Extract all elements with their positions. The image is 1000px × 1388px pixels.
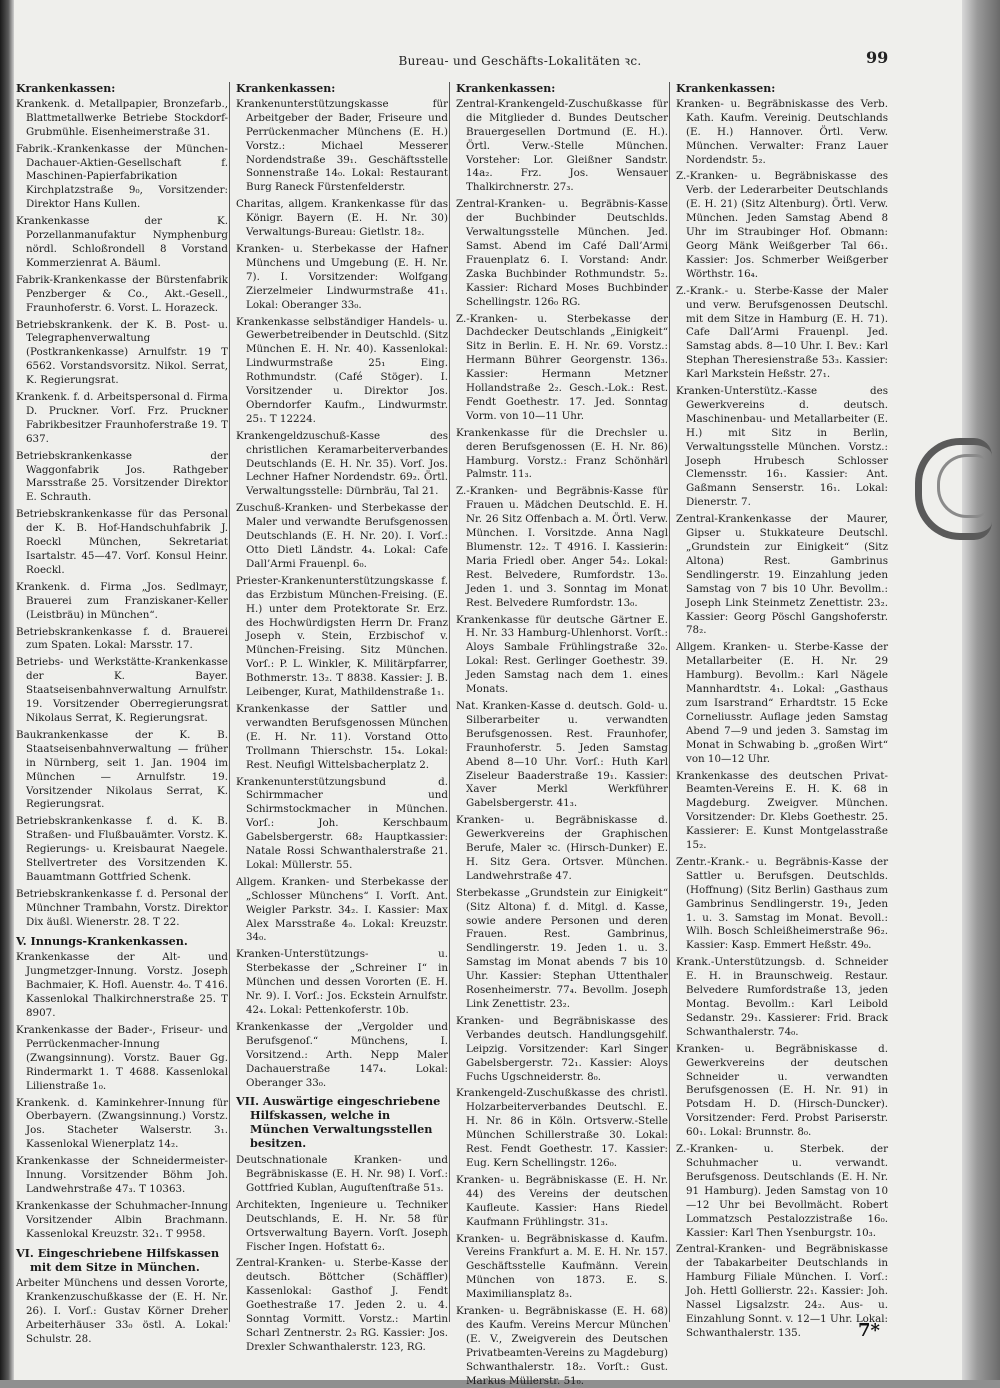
directory-entry: Kranken- u. Begräbniskasse (E. H. Nr. 44) des Vereins der deutschen Kaufleute. Kassier: Hans Riedel Kaufmann Frühlingstr. 31₃. <box>456 1173 668 1228</box>
directory-entry: Deutschnationale Kranken- und Begräbniskasse (E. H. Nr. 98) I. Vorſ.: Gottfried Kublan, Auguſtenſtraße 51₃. <box>236 1154 448 1194</box>
column-rule <box>229 82 230 1322</box>
directory-entry: Krankenkasse der K. Porzellanmanufaktur Nymphenburg nördl. Schloßrondell 8 Vorstand Kommerzienrat A. Bäuml. <box>16 215 228 269</box>
column-heading: Krankenkassen: <box>16 82 116 95</box>
directory-entry: Zuschuß-Kranken- und Sterbekasse der Maler und verwandte Berufsgenossen Deutschlands (E. H. Nr. 20). I. Vorſ.: Otto Dietl Ländstr. 4₄. Lokal: Cafe Dall’Armi Frauenpl. 6₀. <box>236 502 448 570</box>
text-column-3 <box>456 82 668 1387</box>
directory-entry: Krankenkasse des deutschen Privat-Beamten-Vereins E. H. K. 68 in Magdeburg. Zweigver. München. Vorsitzender: Dr. Klebs Goethestr. 25. Kassierer: E. Kunst Montgelasstraße 15₂. <box>676 769 888 852</box>
directory-entry: Kranken- u. Begräbniskasse d. Kaufm. Vereins Frankfurt a. M. E. H. Nr. 157. Geschäftsstelle Kaufmänn. Verein München von 1873. E. S. Maximiliansplatz 8₃. <box>456 1232 668 1301</box>
directory-entry: Kranken- u. Begräbniskasse (E. H. 68) des Kaufm. Vereins Mercur München (E. V., Zweigverein des Deutschen Privatbeamten-Vereins zu Magdeburg) Schwanthalerstr. 18₂. Vorſt.: Gust. Markus Müllerstr. 51₀. <box>456 1305 668 1387</box>
column-heading: Krankenkassen: <box>676 82 776 95</box>
directory-entry: Zentral-Krankengeld-Zuschußkasse für die Mitglieder d. Bundes Deutscher Brauergesellen Dortmund (E. H.). Örtl. Verw.-Stelle München. Vorsteher: Lor. Gleißner Sandstr. 14a₂. Frz. Jos. Wensauer Thalkirchnerstr. 27₃. <box>456 97 668 194</box>
directory-entry: Krankenkasse für deutsche Gärtner E. H. Nr. 33 Hamburg-Uhlenhorst. Vorſt.: Aloys Sambale Frühlingstraße 32₀. Lokal: Rest. Gerlinger Goethestr. 39. Jeden Samstag nach dem 1. eines Monats. <box>456 613 668 696</box>
directory-entry: Zentral-Krankenkasse der Maurer, Gipser u. Stukkateure Deutschl. „Grundstein zur Einigkeit“ (Sitz Altona) Rest. Gambrinus Sendlingerstr. 19. Einzahlung jeden Samstag von 7 bis 10 Uhr. Bevollm.: Joseph Link Steinmetz Zenettistr. 23₂. Kassier: Georg Pöschl Gangshoferstr. 78₂. <box>676 513 888 637</box>
directory-entry: Z.-Krank.- u. Sterbe-Kasse der Maler und verw. Berufsgenossen Deutschl. mit dem Sitze in Hamburg (E. H. 71). Cafe Dall’Armi Frauenpl. Jed. Samstag abds. 8—10 Uhr. I. Bev.: Karl Stephan Theresienstraße 53₃. Kassier: Karl Markstein Heßstr. 27₁. <box>676 284 888 381</box>
directory-entry: Arbeiter Münchens und dessen Vororte, Krankenzuschußkasse der (E. H. Nr. 26). I. Vorſ.: Gustav Körner Dreher Arbeiterhäuser 33₀ östl. A. Lokal: Schulstr. 28. <box>16 1277 228 1346</box>
directory-entry: Kranken- u. Begräbniskasse d. Gewerkvereins der deutschen Schneider u. verwandten Berufsgenossen (E. H. Nr. 91) in Potsdam H. D. (Hirsch-Duncker). Vorsitzender: Ferd. Probst Pariserstr. 60₁. Lokal: Brunnstr. 8₀. <box>676 1042 888 1139</box>
directory-entry: Betriebskrankenkasse der Waggonfabrik Jos. Rathgeber Marsstraße 25. Vorsitzender Direktor E. Schrauth. <box>16 449 228 504</box>
directory-entry: Krankengeldzuschuß-Kasse des christlichen Keramarbeiterverbandes Deutschlands (E. H. Nr. 35). Vorſ. Jos. Lechner Hafner Nordendstr. 69₂. Örtl. Verwaltungsstelle: Dürnbräu, Tal 21. <box>236 429 448 498</box>
column-rule <box>449 82 450 1322</box>
directory-entry: Krankengeld-Zuschußkasse des christl. Holzarbeiterverbandes Deutschl. E. H. Nr. 86 in Köln. Ortsverw.-Stelle München Schillerstraße 30. Lokal: Rest. Fendt Goethestr. 17. Kassier: Eug. Kern Schellingstr. 126₀. <box>456 1087 668 1169</box>
page-number: 99 <box>866 48 889 67</box>
directory-entry: Nat. Kranken-Kasse d. deutsch. Gold- u. Silberarbeiter u. verwandten Berufsgenossen. Rest. Fraunhofer, Fraunhoferstr. 5. Jeden Samstag Abend 8—10 Uhr. Vorſ.: Huth Karl Ziseleur Baaderstraße 19₁. Kassier: Xaver Merkl Werkführer Gabelsbergerstr. 41₃. <box>456 699 668 810</box>
directory-entry: Kranken- u. Begräbniskasse d. Gewerkvereins der Graphischen Berufe, Maler ꝛc. (Hirsch-Dunker) E. H. Sitz Gera. Ortsver. München. Landwehrstraße 47. <box>456 814 668 882</box>
directory-entry: Z.-Kranken- u. Sterbek. der Schuhmacher u. verwandt. Berufsgenoss. Deutschlands (E. H. Nr. 91 Hamburg). Jeden Samstag von 10—12 Uhr bei Bevollmächt. Robert Lommatzsch Pestalozzistraße 16₀. Kassier: Karl Then Ysenburgstr. 10₃. <box>676 1143 888 1239</box>
directory-entry: Betriebskrankenkasse f. d. Brauerei zum Spaten. Lokal: Marsstr. 17. <box>16 625 228 652</box>
directory-entry: Priester-Krankenunterstützungskasse f. das Erzbistum München-Freising. (E. H.) unter dem Protektorate Sr. Erz. des Hochwürdigsten Herrn Dr. Franz Joseph v. Stein, Erzbischof v. München-Freising. Sitz München. Vorſ.: P. L. Winkler, K. Militärpfarrer, Bothmerstr. 13₂. T 8838. Kassier: J. B. Leibenger, Kurat, Mathildenstraße 1₁. <box>236 574 448 699</box>
directory-entry: Betriebskrankenk. der K. B. Post- u. Telegraphenverwaltung (Postkrankenkasse) Arnulfstr. 19 T 6562. Vorstandsvorsitz. Nikol. Serrat, K. Regierungsrat. <box>16 318 228 387</box>
directory-entry: Betriebskrankenkasse für das Personal der K. B. Hof-Handschuhfabrik J. Roeckl München, Sekretariat Isartalstr. 45—47. Vorſ. Konsul Heinr. Roeckl. <box>16 508 228 576</box>
directory-entry: Zentral-Kranken- und Begräbniskasse der Tabakarbeiter Deutschlands in Hamburg Filiale München. I. Vorſ.: Joh. Hettl Gollierstr. 22₁. Kassier: Joh. Nassel Ligsalzstr. 24₂. Aus- u. Einzahlung Sonnt. v. 12—1 Uhr. Lokal: Schwanthalerstr. 135. <box>676 1243 888 1339</box>
directory-entry: Z.-Kranken- und Begräbnis-Kasse für Frauen u. Mädchen Deutschld. E. H. Nr. 26 Sitz Offenbach a. M. Örtl. Verw. München. I. Vorsitzde. Anna Nagl Blumenstr. 12₂. T 4916. I. Kassierin: Maria Friedl ober. Anger 54₂. Lokal: Rest. Belvedere, Rumfordstr. 13₀. Jeden 1. und 3. Sonntag im Monat Rest. Belvedere Rumfordstr. 13₀. <box>456 485 668 609</box>
directory-entry: Charitas, allgem. Krankenkasse für das Königr. Bayern (E. H. Nr. 30) Verwaltungs-Bureau: Gietlstr. 18₂. <box>236 198 448 239</box>
directory-entry: Zentr.-Krank.- u. Begräbnis-Kasse der Sattler u. Berufsgen. Deutschlds. (Hoffnung) (Sitz Berlin) Gasthaus zum Gambrinus Sendlingerstr. 19₁, Jeden 1. u. 3. Samstag im Monat. Bevoll.: Wilh. Bosch Schleißheimerstraße 96₂. Kassier: Kasp. Emmert Heßstr. 49₀. <box>676 855 888 952</box>
directory-entry: Krankenkasse für die Drechsler u. deren Berufsgenossen (E. H. Nr. 86) Hamburg. Vorstz.: Franz Schönhärl Palmstr. 11₃. <box>456 426 668 481</box>
directory-entry: Krankenkasse der Sattler und verwandten Berufsgenossen München (E. H. Nr. 11). Vorstand Otto Trollmann Thierschstr. 15₄. Lokal: Rest. Neufigl Wittelsbacherplatz 2. <box>236 702 448 771</box>
directory-entry: Kranken-Unterstütz.-Kasse des Gewerkvereins d. deutsch. Maschinenbau- und Metallarbeiter (E. H.) mit Sitz in Berlin, Verwaltungsstelle München. Vorstz.: Joseph Hrubesch Schlosser Clemensstr. 16₁. Kassier: Ant. Gaßmann Senserstr. 16₁. Lokal: Dienerstr. 7. <box>676 385 888 509</box>
directory-entry: Betriebskrankenkasse f. d. K. B. Straßen- und Flußbauämter. Vorstz. K. Regierungs- u. Kreisbaurat Naegele. Stellvertreter des Vorsitzenden K. Bauamtmann Gottfried Schenk. <box>16 815 228 883</box>
directory-entry: Betriebskrankenkasse f. d. Personal der Münchner Trambahn, Vorstz. Direktor Dix äußl. Wienerstr. 28. T 22. <box>16 887 228 928</box>
section-heading: V. Innungs-Krankenkassen. <box>16 933 188 948</box>
directory-entry: Krankenkasse der Schneidermeister-Innung. Vorsitzender Böhm Joh. Landwehrstraße 47₃. T 10363. <box>16 1155 228 1195</box>
directory-entry: Krankenkasse selbständiger Handels- u. Gewerbetreibender in Deutschld. (Sitz München E. H. Nr. 40). Kassenlokal: Lindwurmstraße 25₁ Eing. Rothmundstr. (Café Stöger). I. Vorsitzender u. Direktor Jos. Oberndorfer Kaufm., Lindwurmstr. 25₁. T 12224. <box>236 315 448 425</box>
directory-entry: Krankenk. d. Kaminkehrer-Innung für Oberbayern. (Zwangsinnung.) Vorstz. Jos. Stacheter Walserstr. 3₁. Kassenlokal Wienerplatz 14₂. <box>16 1096 228 1151</box>
directory-entry: Baukrankenkasse der K. B. Staatseisenbahnverwaltung — früher in Nürnberg, seit 1. Jan. 1904 im München — Arnulfstr. 19. Vorsitzender Nikolaus Serrat, K. Regierungsrat. <box>16 728 228 811</box>
directory-entry: Zentral-Kranken- u. Begräbnis-Kasse der Buchbinder Deutschlds. Verwaltungsstelle München. Jed. Samst. Abend im Café Dall’Armi Frauenplatz 6. I. Vorstand: Andr. Zaska Buchbinder Rothmundstr. 5₂. Kassier: Richard Moses Buchbinder Schellingstr. 126₀ RG. <box>456 198 668 308</box>
directory-entry: Krankenkasse der „Vergolder und Berufsgenoſ.“ Münchens, I. Vorsitzend.: Arth. Nepp Maler Dachauerstraße 147₄. Lokal: Oberanger 33₀. <box>236 1020 448 1089</box>
directory-entry: Kranken-Unterstützungs- u. Sterbekasse der „Schreiner I“ in München und dessen Vororten (E. H. Nr. 9). I. Vorſ.: Jos. Eckstein Arnulfstr. 42₄. Lokal: Pettenkoferstr. 10b. <box>236 948 448 1016</box>
text-column-4 <box>676 82 888 1339</box>
column-heading: Krankenkassen: <box>456 82 556 95</box>
directory-entry: Architekten, Ingenieure u. Techniker Deutschlands, E. H. Nr. 58 für Ortsverwaltung Bayern. Vorſt. Joseph Fischer Ingen. Hofstatt 6₂. <box>236 1198 448 1253</box>
signature-mark: 7* <box>858 1320 880 1341</box>
binder-clip-inner-icon <box>937 454 986 518</box>
directory-entry: Krankenk. f. d. Arbeitspersonal d. Firma D. Pruckner. Vorſ. Frz. Pruckner Fabrikbesitzer Fraunhoferstraße 19. T 637. <box>16 391 228 445</box>
directory-entry: Allgem. Kranken- und Sterbekasse der „Schlosser Münchens“ I. Vorſt. Ant. Weigler Parkstr. 34₂. I. Kassier: Max Alex Marsstraße 4₀. Lokal: Kreuzstr. 34₀. <box>236 875 448 944</box>
directory-entry: Zentral-Kranken- u. Sterbe-Kasse der deutsch. Böttcher (Schäffler) Kassenlokal: Gasthof J. Fendt Goethestraße 17. Jeden 2. u. 4. Sonntag Vormitt. Vorstz.: Martin Scharl Zentnerstr. 2₃ RG. Kassier: Jos. Drexler Schwanthalerstr. 123, RG. <box>236 1257 448 1353</box>
directory-entry: Kranken- u. Sterbekasse der Hafner Münchens und Umgebung (E. H. Nr. 7). I. Vorsitzender: Wolfgang Zierzelmeier Lindwurmstraße 41₁. Lokal: Oberanger 33₀. <box>236 242 448 311</box>
directory-entry: Allgem. Kranken- u. Sterbe-Kasse der Metallarbeiter (E. H. Nr. 29 Hamburg). Bevollm.: Karl Nägele Mannhardtstr. 4₁. Lokal: „Gasthaus zum Isarstrand“ Erhardtstr. 15 Ecke Corneliusstr. Auflage jeden Samstag Abend 7—9 und jeden 3. Samstag im Monat in Schwabing b. „großen Wirt“ von 10—12 Uhr. <box>676 641 888 765</box>
text-column-2 <box>236 82 448 1353</box>
directory-entry: Krankenunterstützungskasse für Arbeitgeber der Bader, Friseure und Perrückenmacher Münchens (E. H.) Vorstz.: Michael Messerer Nordendstraße 39₁. Geschäftsstelle Sonnenstraße 14₀. Lokal: Restaurant Burg Raneck Fürstenfelderstr. <box>236 97 448 194</box>
section-heading: VII. Auswärtige eingeschriebene Hilfskassen, welche in München Verwaltungsstellen besitzen. <box>236 1094 441 1151</box>
running-title: Bureau- und Geschäfts-Lokalitäten ꝛc. <box>398 54 642 68</box>
directory-entry: Betriebs- und Werkstätte-Krankenkasse der K. Bayer. Staatseisenbahnverwaltung Arnulfstr. 19. Vorsitzender Oberregierungsrat Nikolaus Serrat, K. Regierungsrat. <box>16 656 228 724</box>
directory-entry: Krankenk. d. Firma „Jos. Sedlmayr, Brauerei zum Franziskaner-Keller (Leistbräu) in München“. <box>16 580 228 621</box>
directory-entry: Krankenkasse der Alt- und Jungmetzger-Innung. Vorstz. Joseph Bachmaier, K. Hofl. Auenstr. 4₀. T 416. Kassenlokal Thalkirchnerstraße 25. T 8907. <box>16 951 228 1020</box>
directory-entry: Krank.-Unterstützungsb. d. Schneider E. H. in Braunschweig. Restaur. Belvedere Rumfordstraße 13, jeden Montag. Bevollm.: Karl Leibold Sedanstr. 29₁. Kassierer: Frid. Brack Schwanthalerstr. 74₀. <box>676 956 888 1038</box>
directory-entry: Fabrik-Krankenkasse der Bürstenfabrik Penzberger & Co., Akt.-Gesell., Fraunhoferstr. 6. Vorst. L. Horazeck. <box>16 273 228 314</box>
directory-entry: Fabrik.-Krankenkasse der München-Dachauer-Aktien-Gesellschaft f. Maschinen-Papierfabrikation Kirchplatzstraße 9₀, Vorsitzender: Direktor Hans Kullen. <box>16 142 228 211</box>
section-heading: VI. Eingeschriebene Hilfskassen mit dem Sitze in München. <box>16 1245 220 1274</box>
text-column-1 <box>16 82 228 1346</box>
directory-entry: Z.-Kranken- u. Begräbniskasse des Verb. der Lederarbeiter Deutschlands (E. H. 21) (Sitz Altenburg). Örtl. Verw. München. Jeden Samstag Abend 8 Uhr im Straubinger Hof. Obmann: Georg Mänk Weißgerber Tal 66₁. Kassier: Jos. Schmerber Weißgerber Wörthstr. 16₄. <box>676 170 888 280</box>
directory-entry: Krankenk. d. Metallpapier, Bronzefarb., Blattmetallwerke Betriebe Stockdorf-Grubmühle. Eisenheimerstraße 31. <box>16 97 228 138</box>
directory-entry: Sterbekasse „Grundstein zur Einigkeit“ (Sitz Altona) f. d. Mitgl. d. Kasse, sowie andere Personen und deren Frauen. Rest. Gambrinus, Sendlingerstr. 19. Jeden 1. u. 3. Samstag im Monat abends 7 bis 10 Uhr. Kassier: Stephan Uttenthaler Rosenheimerstr. 77₄. Bevollm. Joseph Link Zenettistr. 23₂. <box>456 886 668 1010</box>
directory-entry: Kranken- und Begräbniskasse des Verbandes deutsch. Handlungsgehilf. Leipzig. Vorsitzender: Karl Singer Gabelsbergerstr. 72₁. Kassier: Aloys Fuchs Ugschneiderstr. 8₀. <box>456 1014 668 1083</box>
page-edge-shadow <box>962 0 1000 1380</box>
directory-entry: Krankenunterstützungsbund d. Schirmmacher und Schirmstockmacher in München. Vorſ.: Joh. Kerschbaum Gabelsbergerstr. 68₂ Hauptkassier: Natale Rossi Schwanthalerstraße 21. Lokal: Müllerstr. 55. <box>236 775 448 871</box>
directory-entry: Krankenkasse der Schuhmacher-Innung Vorsitzender Albin Brachmann. Kassenlokal Kreuzstr. 32₁. T 9958. <box>16 1199 228 1240</box>
directory-entry: Krankenkasse der Bader-, Friseur- und Perrückenmacher-Innung (Zwangsinnung). Vorstz. Bauer Gg. Rindermarkt 1. T 4688. Kassenlokal Lilienstraße 1₀. <box>16 1024 228 1092</box>
column-rule <box>669 82 670 1322</box>
directory-entry: Z.-Kranken- u. Sterbekasse der Dachdecker Deutschlands „Einigkeit“ Sitz in Berlin. E. H. Nr. 69. Vorstz.: Hermann Bührer Georgenstr. 136₃. Kassier: Hermann Metzner Hollandstraße 2₂. Gesch.-Lok.: Rest. Fendt Goethestr. 17. Jed. Sonntag Vorm. von 10—11 Uhr. <box>456 312 668 422</box>
directory-entry: Kranken- u. Begräbniskasse des Verb. Kath. Kaufm. Vereinig. Deutschlands (E. H.) Hannover. Örtl. Verw. München. Verwalter: Franz Lauer Nordendstr. 5₂. <box>676 97 888 166</box>
column-heading: Krankenkassen: <box>236 82 336 95</box>
book-spine-shadow <box>0 0 14 1380</box>
